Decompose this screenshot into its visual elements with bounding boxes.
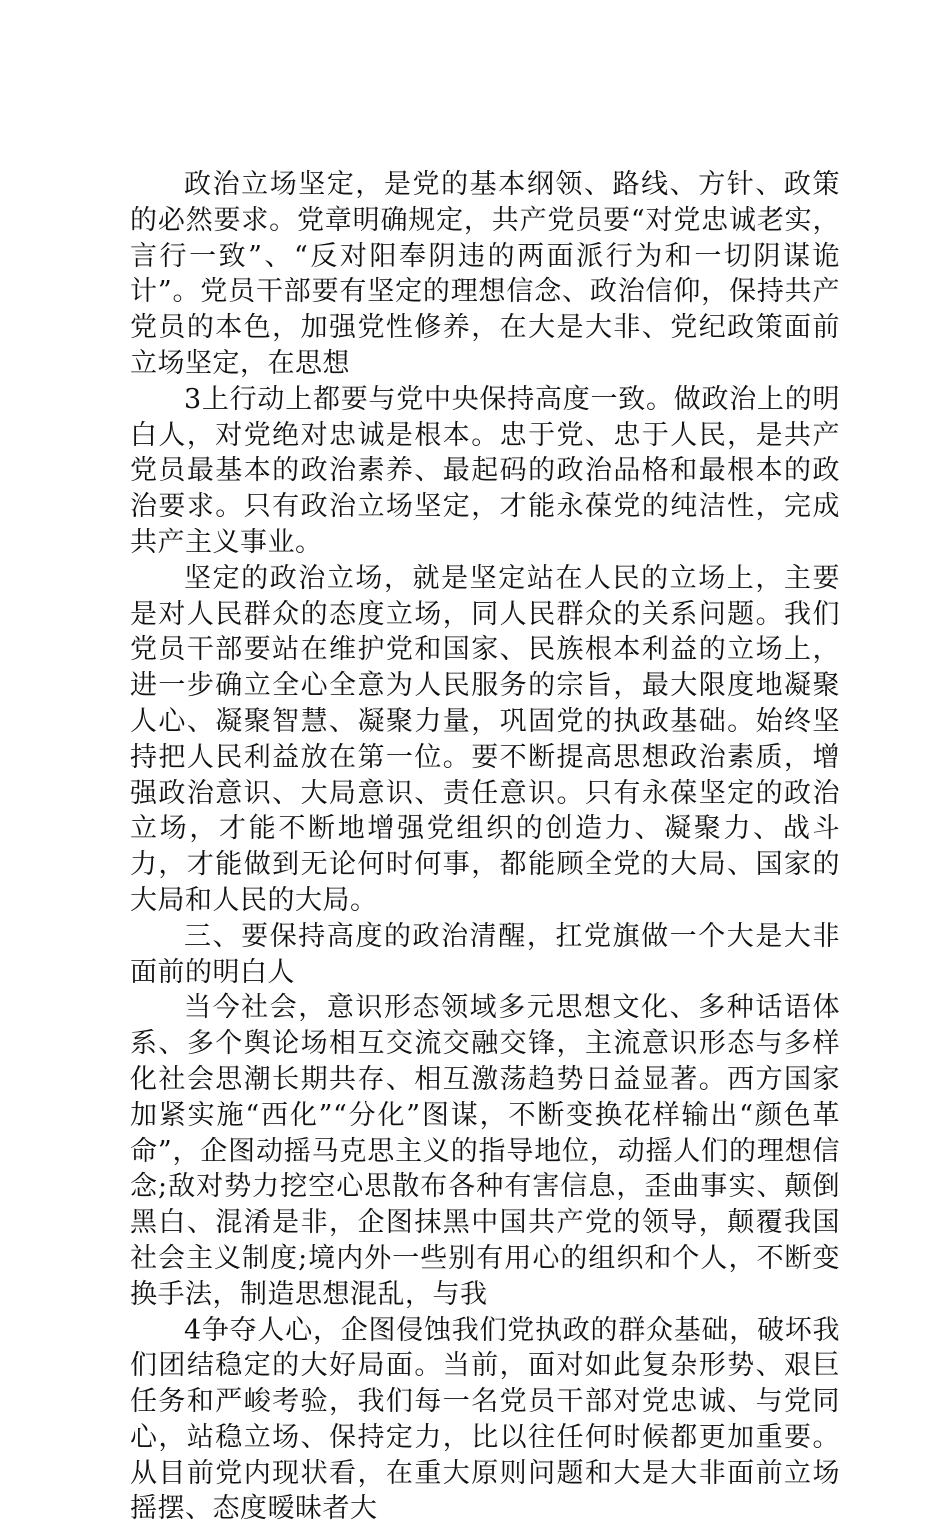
paragraph-page-3-continuation: 3上行动上都要与党中央保持高度一致。做政治上的明白人，对党绝对忠诚是根本。忠于党、忠于人民，是共产党员最基本的政治素养、最起码的政治品格和最根本的政治要求。只有政治立场坚定，才能永葆党的纯洁性，完成共产主义事业。 (130, 382, 840, 561)
paragraph-people-stance: 坚定的政治立场，就是坚定站在人民的立场上，主要是对人民群众的态度立场，同人民群众的关系问题。我们党员干部要站在维护党和国家、民族根本利益的立场上，进一步确立全心全意为人民服务的宗旨，最大限度地凝聚人心、凝聚智慧、凝聚力量，巩固党的执政基础。始终坚持把人民利益放在第一位。要不断提高思想政治素质，增强政治意识、大局意识、责任意识。只有永葆坚定的政治立场，才能不断地增强党组织的创造力、凝聚力、战斗力，才能做到无论何时何事，都能顾全党的大局、国家的大局和人民的大局。 (130, 561, 840, 919)
paragraph-political-stance: 政治立场坚定，是党的基本纲领、路线、方针、政策的必然要求。党章明确规定，共产党员要“对党忠诚老实，言行一致”、“反对阳奉阴违的两面派行为和一切阴谋诡计”。党员干部要有坚定的理想信念、政治信仰，保持共产党员的本色，加强党性修养，在大是大非、党纪政策面前立场坚定，在思想 (130, 167, 840, 382)
section-heading-political-sobriety: 三、要保持高度的政治清醒，扛党旗做一个大是大非面前的明白人 (130, 919, 840, 991)
paragraph-ideology-field: 当今社会，意识形态领域多元思想文化、多种话语体系、多个舆论场相互交流交融交锋，主流意识形态与多样化社会思潮长期共存、相互激荡趋势日益显著。西方国家加紧实施“西化”“分化”图谋，不断变换花样输出“颜色革命”，企图动摇马克思主义的指导地位，动摇人们的理想信念;敌对势力挖空心思散布各种有害信息，歪曲事实、颠倒黑白、混淆是非，企图抹黑中国共产党的领导，颠覆我国社会主义制度;境内外一些别有用心的组织和个人，不断变换手法，制造思想混乱，与我 (130, 990, 840, 1312)
body-text (130, 167, 840, 1527)
paragraph-page-4-continuation: 4争夺人心，企图侵蚀我们党执政的群众基础，破坏我们团结稳定的大好局面。当前，面对如此复杂形势、艰巨任务和严峻考验，我们每一名党员干部对党忠诚、与党同心，站稳立场、保持定力，比以往任何时候都更加重要。从目前党内现状看，在重大原则问题和大是大非面前立场摇摆、态度暧昧者大 (130, 1313, 840, 1527)
